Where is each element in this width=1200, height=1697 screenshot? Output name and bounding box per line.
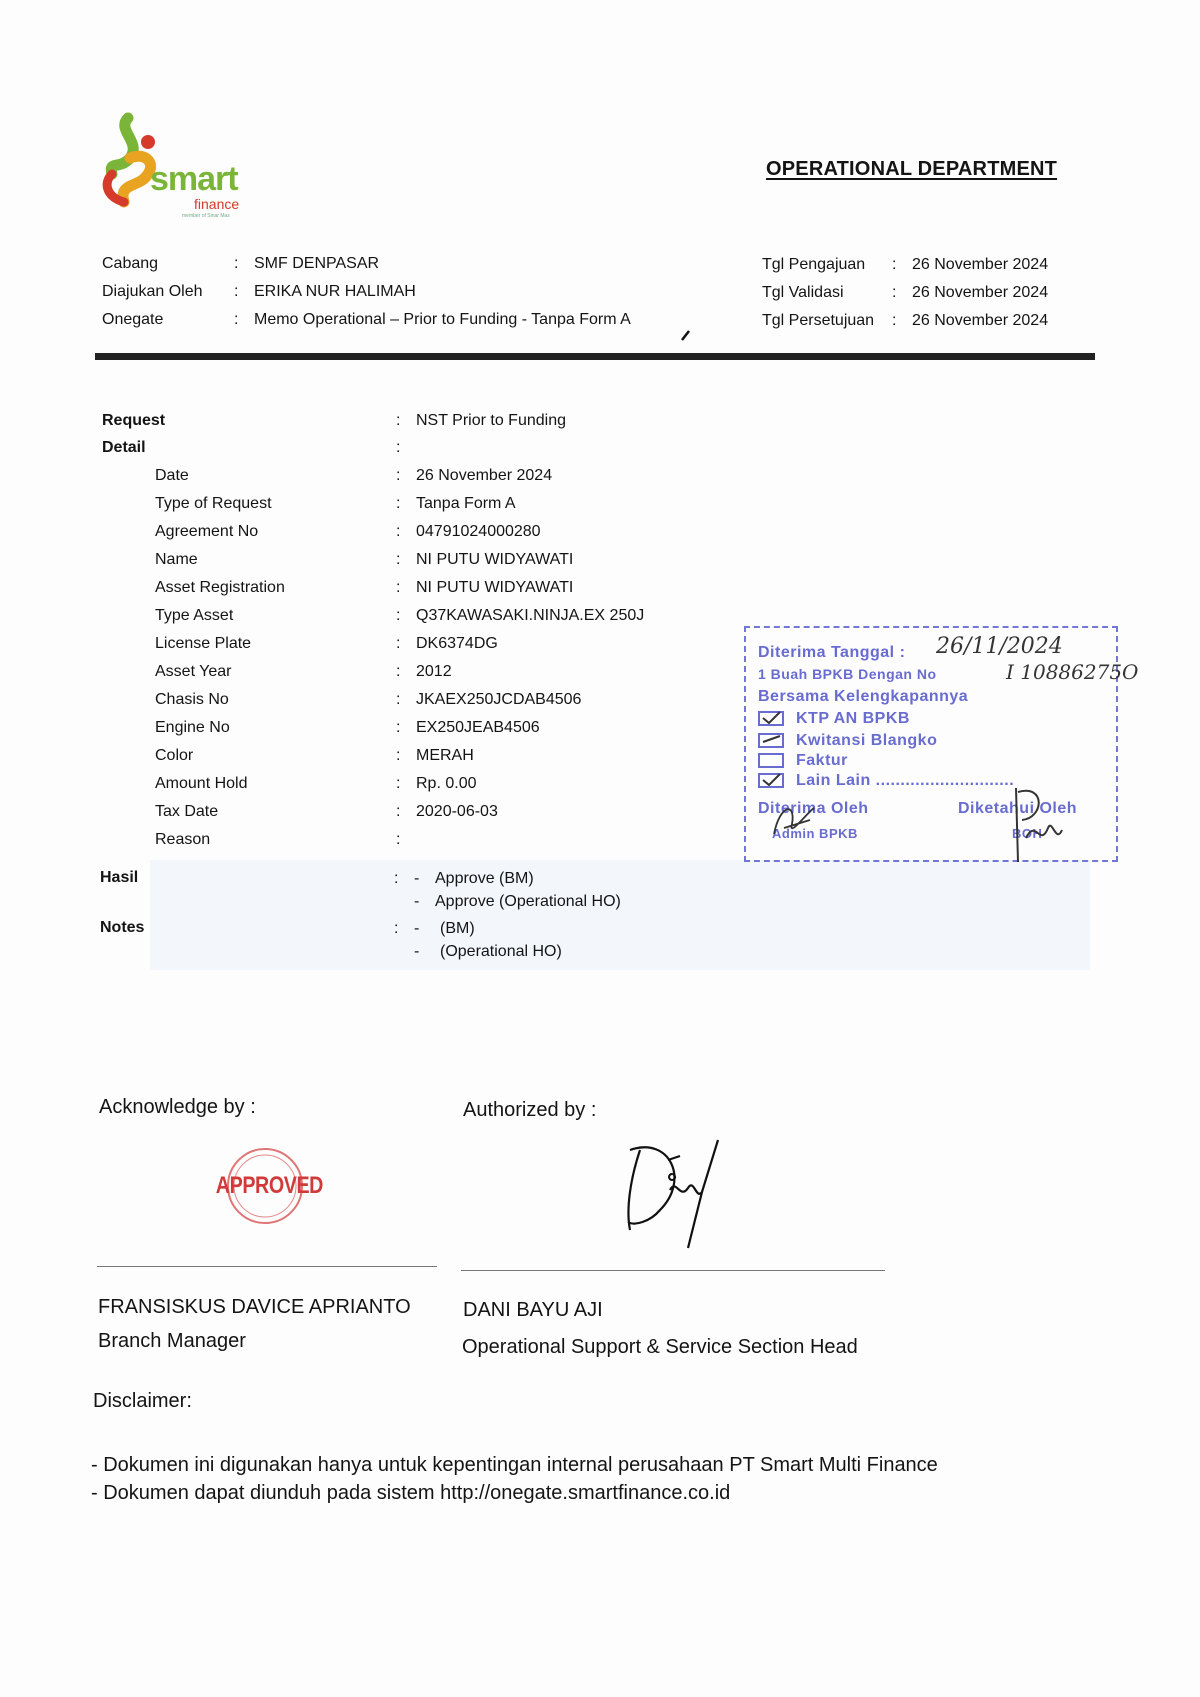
acknowledge-heading: Acknowledge by : (99, 1096, 256, 1118)
detail-row (155, 491, 715, 517)
bpkb-receipt-stamp (744, 626, 1139, 862)
smart-finance-logo (98, 112, 258, 222)
detail-colon: : (396, 439, 401, 456)
detail-label: Asset Registration (155, 579, 285, 596)
acknowledge-role: Branch Manager (98, 1330, 246, 1352)
stamp-bpkb-number-label: 1 Buah BPKB Dengan No (758, 666, 937, 682)
header-value: ERIKA NUR HALIMAH (254, 283, 416, 300)
acknowledge-signature-line (97, 1266, 437, 1267)
detail-row (155, 771, 715, 797)
hasil-item: Approve (Operational HO) (435, 893, 621, 910)
approved-stamp-text: APPROVED (215, 1172, 323, 1199)
header-label: Cabang (102, 255, 159, 272)
detail-value: JKAEX250JCDAB4506 (416, 691, 582, 708)
detail-colon: : (396, 607, 401, 624)
detail-value: DK6374DG (416, 635, 498, 652)
detail-row (102, 435, 722, 461)
stamp-check-ktp (758, 710, 910, 728)
stamp-check-faktur (758, 752, 848, 770)
header-value: 26 November 2024 (912, 312, 1049, 329)
detail-label: Color (155, 747, 194, 764)
request-row (102, 408, 722, 434)
notes-dash: - (414, 943, 420, 960)
admin-signature-icon (766, 794, 826, 844)
detail-colon: : (396, 467, 401, 484)
pen-tick-mark (680, 328, 694, 342)
detail-colon: : (396, 495, 401, 512)
authorized-signature-icon (600, 1130, 750, 1260)
detail-row (155, 547, 715, 573)
detail-value: 04791024000280 (416, 523, 541, 540)
detail-colon: : (396, 663, 401, 680)
detail-row (155, 743, 715, 769)
checkbox-empty-icon (758, 753, 784, 768)
stamp-received-role: Admin BPKB (772, 826, 858, 841)
detail-value: 2012 (416, 663, 452, 680)
stamp-handwritten-number: I 10886275O (1006, 660, 1139, 684)
detail-value: Tanpa Form A (416, 495, 516, 512)
header-value: 26 November 2024 (912, 284, 1049, 301)
boh-signature-icon (996, 778, 1076, 868)
header-row-onegate (102, 306, 722, 334)
hasil-colon: : (394, 870, 399, 887)
authorized-signature-line (461, 1270, 885, 1271)
detail-row (155, 687, 715, 713)
request-label: Request (102, 412, 166, 429)
logo-tagline: member of Sinar Mas (182, 213, 230, 219)
detail-value: EX250JEAB4506 (416, 719, 540, 736)
detail-row (155, 603, 715, 629)
notes-item: (Operational HO) (440, 943, 562, 960)
stamp-check-lain (758, 772, 1014, 790)
acknowledge-name: FRANSISKUS DAVICE APRIANTO (98, 1296, 411, 1318)
detail-label: License Plate (155, 635, 252, 652)
detail-value: Q37KAWASAKI.NINJA.EX 250J (416, 607, 645, 624)
detail-colon: : (396, 719, 401, 736)
detail-label: Type Asset (155, 607, 234, 624)
scan-tint (150, 860, 1090, 970)
stamp-completeness-label: Bersama Kelengkapannya (758, 688, 969, 705)
notes-label: Notes (100, 919, 145, 936)
detail-colon: : (396, 551, 401, 568)
detail-value: 2020-06-03 (416, 803, 498, 820)
detail-colon: : (396, 579, 401, 596)
notes-colon: : (394, 920, 399, 937)
checkbox-checked-icon (758, 733, 784, 748)
detail-label: Date (155, 467, 189, 484)
header-value: SMF DENPASAR (254, 255, 380, 272)
stamp-received-by: Diterima Oleh (758, 800, 869, 817)
detail-row (155, 827, 715, 853)
detail-colon: : (396, 523, 401, 540)
disclaimer-line: - Dokumen dapat diunduh pada sistem http://onegate.smartfinance.co.id (91, 1482, 731, 1504)
detail-label: Type of Request (155, 495, 272, 512)
stamp-known-by: Diketahui Oleh (958, 800, 1078, 817)
header-colon: : (234, 283, 239, 300)
header-label: Tgl Pengajuan (762, 256, 866, 273)
notes-item: (BM) (440, 920, 475, 937)
checkbox-checked-icon (758, 773, 784, 788)
detail-label: Amount Hold (155, 775, 248, 792)
stamp-check-kwitansi (758, 732, 937, 750)
detail-colon: : (396, 831, 401, 848)
detail-label: Reason (155, 831, 211, 848)
detail-row (155, 715, 715, 741)
stamp-handwritten-date: 26/11/2024 (936, 634, 1063, 659)
stamp-item-label: Lain Lain ............................ (796, 772, 1015, 789)
header-label: Tgl Validasi (762, 284, 844, 301)
authorized-role: Operational Support & Service Section Head (462, 1336, 858, 1358)
detail-row (155, 575, 715, 601)
detail-row (155, 631, 715, 657)
detail-colon: : (396, 803, 401, 820)
header-label: Onegate (102, 311, 164, 328)
header-row-tgl-pengajuan (762, 251, 1082, 279)
header-colon: : (892, 312, 897, 329)
disclaimer-heading: Disclaimer: (93, 1390, 192, 1412)
detail-colon: : (396, 635, 401, 652)
hasil-label-bold: Hasil (100, 869, 139, 886)
disclaimer-line: - Dokumen ini digunakan hanya untuk kepentingan internal perusahaan PT Smart Multi Finance (91, 1454, 938, 1476)
checkbox-checked-icon (758, 711, 784, 726)
detail-label: Detail (102, 439, 146, 456)
request-value: NST Prior to Funding (416, 412, 566, 429)
detail-row (155, 463, 715, 489)
request-colon: : (396, 412, 401, 429)
logo-sub: finance (194, 196, 240, 212)
stamp-item-label: Kwitansi Blangko (796, 732, 938, 749)
detail-value: NI PUTU WIDYAWATI (416, 579, 574, 596)
stamp-item-label: Faktur (796, 752, 848, 769)
stamp-known-role: BOH (1012, 826, 1043, 841)
detail-row (155, 659, 715, 685)
notes-dash: - (414, 920, 420, 937)
logo-word: smart (150, 160, 238, 198)
header-colon: : (234, 311, 239, 328)
detail-value: Rp. 0.00 (416, 775, 477, 792)
hasil-dash: - (414, 870, 420, 887)
header-value: 26 November 2024 (912, 256, 1049, 273)
authorized-name: DANI BAYU AJI (463, 1299, 603, 1321)
header-row-diajukan (102, 278, 722, 306)
header-row-cabang (102, 250, 722, 278)
header-divider (95, 353, 1095, 360)
header-colon: : (892, 256, 897, 273)
header-colon: : (234, 255, 239, 272)
detail-colon: : (396, 691, 401, 708)
detail-colon: : (396, 747, 401, 764)
detail-label: Tax Date (155, 803, 219, 820)
detail-label: Engine No (155, 719, 230, 736)
detail-row (155, 799, 715, 825)
detail-row (155, 519, 715, 545)
authorized-heading: Authorized by : (463, 1099, 597, 1121)
detail-colon: : (396, 775, 401, 792)
header-value: Memo Operational – Prior to Funding - Tanpa Form A (254, 311, 631, 328)
detail-label: Name (155, 551, 198, 568)
header-colon: : (892, 284, 897, 301)
detail-value: NI PUTU WIDYAWATI (416, 551, 574, 568)
header-row-tgl-persetujuan (762, 307, 1082, 335)
detail-label: Asset Year (155, 663, 232, 680)
header-label: Diajukan Oleh (102, 283, 203, 300)
header-label: Tgl Persetujuan (762, 312, 875, 329)
header-row-tgl-validasi (762, 279, 1082, 307)
hasil-dash: - (414, 893, 420, 910)
stamp-received-date-label: Diterima Tanggal : (758, 644, 906, 661)
approved-stamp (205, 1146, 325, 1226)
stamp-item-label: KTP AN BPKB (796, 710, 910, 727)
department-title: OPERATIONAL DEPARTMENT (766, 158, 1058, 180)
hasil-item: Approve (BM) (435, 870, 534, 887)
detail-value: MERAH (416, 747, 474, 764)
detail-label: Chasis No (155, 691, 229, 708)
detail-label: Agreement No (155, 523, 259, 540)
detail-value: 26 November 2024 (416, 467, 553, 484)
